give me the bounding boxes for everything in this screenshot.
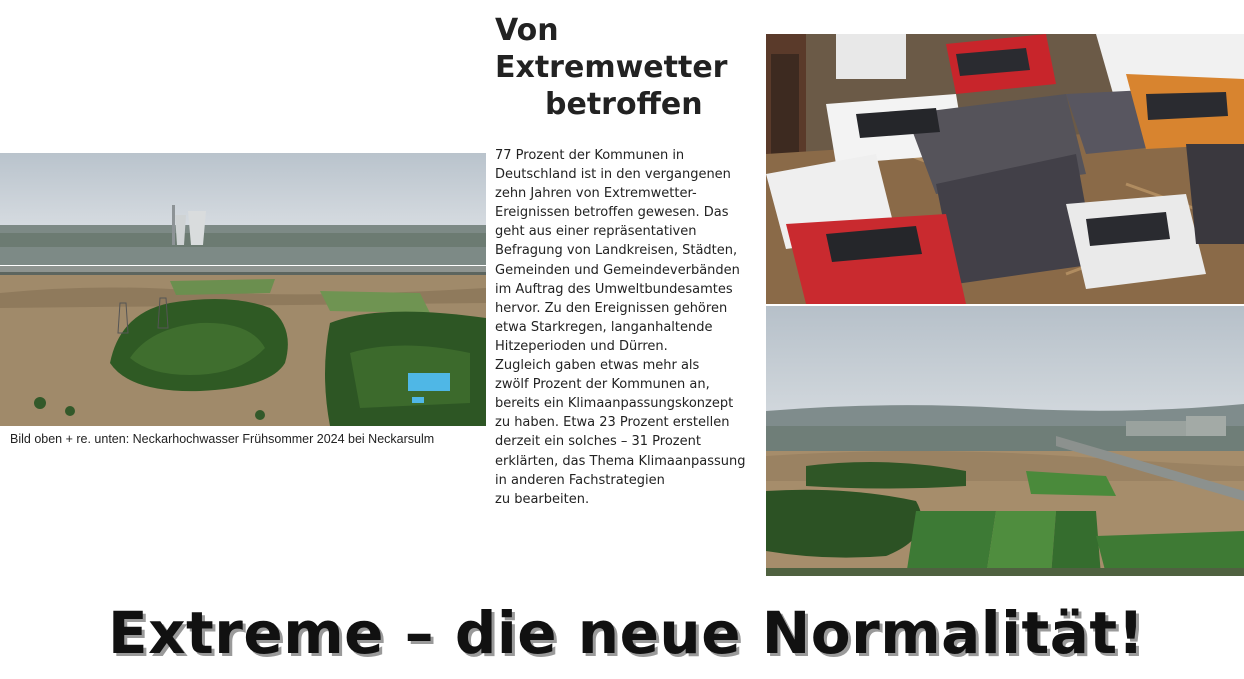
body-line: Deutschland ist in den vergangenen <box>495 167 731 183</box>
article-heading <box>495 12 727 123</box>
body-line: erklärten, das Thema Klimaanpassung <box>495 453 746 469</box>
heading-line-1: Von <box>495 13 559 48</box>
body-line: im Auftrag des Umweltbundesamtes <box>495 281 733 297</box>
heading-line-3: betroffen <box>545 87 703 122</box>
body-line: zu bearbeiten. <box>495 491 590 507</box>
body-line: 77 Prozent der Kommunen in <box>495 148 685 163</box>
article-body <box>495 146 750 509</box>
photo-caption: Bild oben + re. unten: Neckarhochwasser Frühsommer 2024 bei Neckarsulm <box>10 432 435 446</box>
body-line: hervor. Zu den Ereignissen gehören <box>495 300 728 316</box>
body-line: Zugleich gaben etwas mehr als <box>495 358 700 374</box>
body-line: zwölf Prozent der Kommunen an, <box>495 377 710 393</box>
flood-cars-photo <box>766 34 1244 304</box>
body-line: Ereignissen betroffen gewesen. Das <box>495 205 729 221</box>
body-line: derzeit ein solches – 31 Prozent <box>495 434 701 450</box>
body-line: Befragung von Landkreisen, Städten, <box>495 243 738 259</box>
slogan: Extreme – die neue Normalität! <box>108 599 1145 667</box>
heading-line-2: Extremwetter <box>495 50 728 85</box>
flood-photo-right <box>766 306 1244 576</box>
body-line: geht aus einer repräsentativen <box>495 224 697 240</box>
body-line: zu haben. Etwa 23 Prozent erstellen <box>495 415 730 431</box>
body-line: zehn Jahren von Extremwetter- <box>495 186 697 202</box>
flood-photo-left <box>0 153 486 426</box>
body-line: etwa Starkregen, langanhaltende <box>495 319 713 335</box>
body-line: bereits ein Klimaanpassungskonzept <box>495 396 734 412</box>
body-line: Gemeinden und Gemeindeverbänden <box>495 262 740 278</box>
body-line: in anderen Fachstrategien <box>495 472 665 488</box>
body-line: Hitzeperioden und Dürren. <box>495 338 668 354</box>
